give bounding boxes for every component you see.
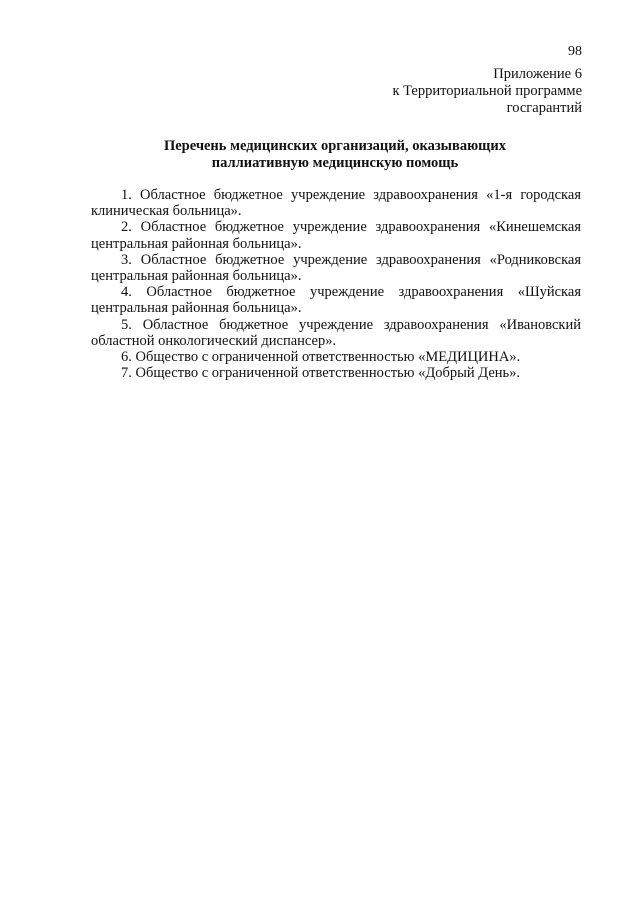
list-item: 1. Областное бюджетное учреждение здравоохранения «1-я городская клиническая больница». bbox=[91, 187, 581, 220]
list-item: 5. Областное бюджетное учреждение здравоохранения «Ивановский областной онкологический диспансер». bbox=[91, 316, 581, 349]
title-line: паллиативную медицинскую помощь bbox=[211, 155, 459, 171]
appendix-line: к Территориальной программе bbox=[392, 83, 582, 99]
list-item: 7. Общество с ограниченной ответственностью «Добрый День». bbox=[121, 365, 520, 382]
page-number: 98 bbox=[568, 44, 582, 59]
list-item: 2. Областное бюджетное учреждение здравоохранения «Кинешемская центральная районная больница». bbox=[91, 219, 581, 252]
title-line: Перечень медицинских организаций, оказывающих bbox=[163, 138, 507, 154]
list-item: 3. Областное бюджетное учреждение здравоохранения «Родниковская центральная районная больница». bbox=[91, 251, 581, 285]
list-item: 6. Общество с ограниченной ответственностью «МЕДИЦИНА». bbox=[121, 349, 521, 366]
list-item: 4. Областное бюджетное учреждение здравоохранения «Шуйская центральная районная больница». bbox=[91, 284, 581, 317]
appendix-header bbox=[392, 66, 582, 117]
appendix-line: Приложение 6 bbox=[493, 66, 582, 82]
document-title bbox=[100, 138, 570, 172]
organization-list bbox=[91, 187, 581, 381]
appendix-line: госгарантий bbox=[506, 100, 582, 116]
